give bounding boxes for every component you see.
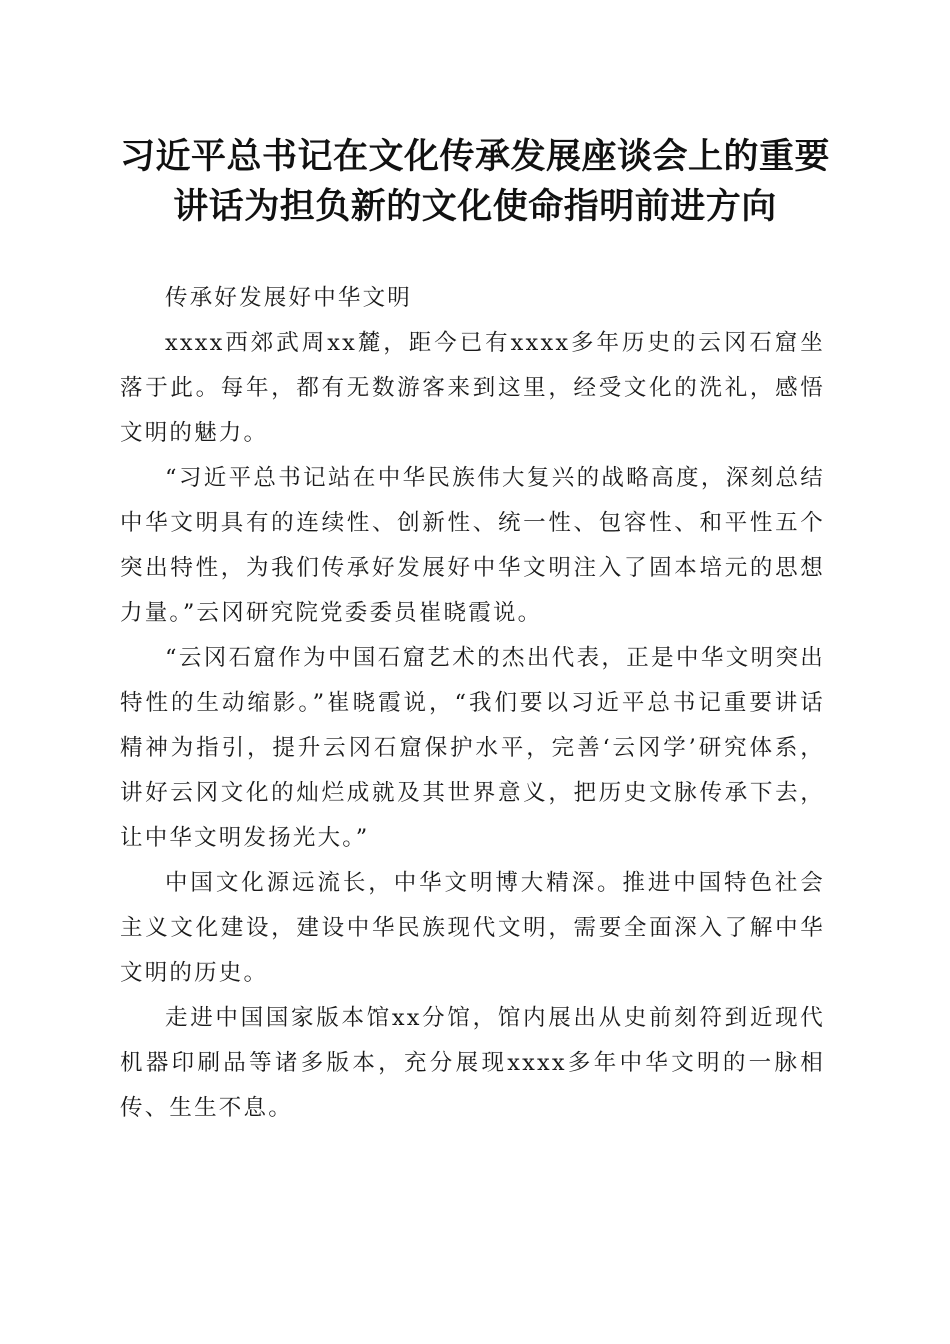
paragraph: “云冈石窟作为中国石窟艺术的杰出代表，正是中华文明突出特性的生动缩影。”崔晓霞说，“我们要以习近平总书记重要讲话精神为指引，提升云冈石窟保护水平，完善‘云冈学’研究体系，讲好云冈文化的灿烂成就及其世界意义，把历史文脉传承下去，让中华文明发扬光大。” [120, 645, 825, 851]
paragraph: xxxx西郊武周xx麓，距今已有xxxx多年历史的云冈石窟坐落于此。每年，都有无数游客来到这里，经受文化的洗礼，感悟文明的魅力。 [120, 330, 825, 446]
paragraph: 走进中国国家版本馆xx分馆，馆内展出从史前刻符到近现代机器印刷品等诸多版本，充分展现xxxx多年中华文明的一脉相传、生生不息。 [120, 1005, 825, 1121]
document-title [100, 132, 850, 232]
title-line-2: 讲话为担负新的文化使命指明前进方向 [173, 186, 777, 227]
document-body [120, 276, 825, 1131]
paragraph: 中国文化源远流长，中华文明博大精深。推进中国特色社会主义文化建设，建设中华民族现代文明，需要全面深入了解中华文明的历史。 [120, 870, 825, 986]
paragraph: “习近平总书记站在中华民族伟大复兴的战略高度，深刻总结中华文明具有的连续性、创新性、统一性、包容性、和平性五个突出特性，为我们传承好发展好中华文明注入了固本培元的思想力量。”云冈研究院党委委员崔晓霞说。 [120, 465, 825, 626]
title-line-1: 习近平总书记在文化传承发展座谈会上的重要 [119, 136, 830, 177]
paragraph-subheading: 传承好发展好中华文明 [165, 285, 413, 311]
